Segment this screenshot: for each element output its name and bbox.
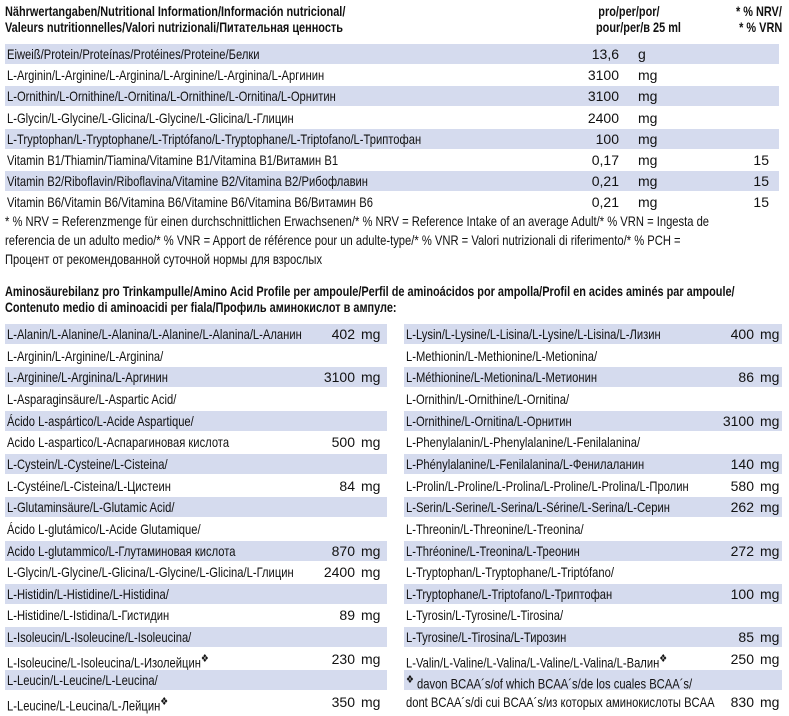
- bcaa-mark-icon: ❖: [200, 652, 209, 665]
- amino-name: L-Ornithine/L-Ornitina/L-Орнитин: [406, 412, 572, 429]
- amino-name: L-Cystéine/L-Cisteina/L-Цистеин: [7, 477, 171, 494]
- amino-label: [406, 476, 759, 496]
- amino-label-text: [406, 389, 569, 409]
- amino-unit: mg: [760, 412, 780, 429]
- amino-row: [404, 670, 782, 693]
- nutrient-value: 3100: [587, 67, 619, 84]
- nutrient-label-text: Vitamin B2/Riboflavin/Riboflavina/Vitamine B2/Vitamina B2/Рибофлавин: [7, 173, 368, 190]
- nutrient-nrv: 15: [753, 194, 769, 211]
- amino-row: [404, 454, 782, 474]
- nrv-header: [700, 3, 782, 35]
- amino-row: [404, 649, 782, 669]
- amino-row: [5, 649, 387, 669]
- amino-row: [5, 519, 387, 539]
- nutrient-value: 2400: [587, 109, 619, 126]
- amino-row: [5, 541, 387, 561]
- amino-unit: mg: [361, 477, 381, 494]
- amino-unit: mg: [760, 694, 780, 711]
- nutrition-row: [5, 65, 779, 85]
- amino-name: L-Tyrosine/L-Tirosina/L-Тирозин: [406, 629, 567, 646]
- amino-row: [404, 541, 782, 561]
- amino-label-text: [406, 584, 612, 604]
- amino-label: [7, 541, 293, 561]
- header-line-1: Nährwertangaben/Nutritional Information/Información nutricional/: [5, 3, 346, 19]
- amino-row: [5, 411, 387, 431]
- amino-unit: mg: [361, 326, 381, 342]
- amino-value: 84: [339, 477, 355, 494]
- amino-name: L-Serin/L-Serine/L-Serina/L-Sérine/L-Serina/L-Серин: [406, 499, 670, 516]
- bcaa-mark-icon: ❖: [659, 652, 668, 665]
- amino-label-text: [7, 562, 294, 582]
- amino-row: [404, 476, 782, 496]
- amino-unit: mg: [760, 499, 780, 516]
- nutrient-nrv: 15: [753, 152, 769, 168]
- amino-name: L-Threonin/L-Threonine/L-Treonina/: [406, 520, 584, 537]
- nutrient-value: 0,17: [591, 152, 619, 168]
- nutrient-label-text: L-Glycin/L-Glycine/L-Glicina/L-Glycine/L-Glicina/L-Глицин: [7, 109, 294, 126]
- amino-label: [406, 411, 613, 431]
- amino-value: 262: [730, 499, 754, 516]
- amino-label-text: [7, 324, 302, 344]
- per-line-2: pour/per/в 25 ml: [595, 19, 681, 35]
- amino-label-text: [406, 541, 580, 561]
- amino-name: Ácido L-aspártico/L-Acide Aspartique/: [7, 412, 194, 429]
- amino-label: [406, 519, 628, 539]
- amino-acid-header: [5, 283, 789, 315]
- nutrient-label-text: Vitamin B6/Vitamin B6/Vitamina B6/Vitamine B6/Vitamina B6/Витамин B6: [7, 194, 373, 211]
- footnote-line-2: referencia de un adulto medio/* % VNR = Apport de référence pour un adulte-type/* % VNR = Valori nutrizionali di riferimento/* % PCH =: [5, 232, 681, 248]
- amino-row: [5, 367, 387, 387]
- nutrient-value: 100: [595, 130, 619, 147]
- amino-unit: mg: [361, 542, 381, 559]
- amino-label-text: [406, 367, 597, 387]
- amino-label-text: [406, 649, 667, 673]
- amino-label-text: [7, 649, 209, 673]
- amino-row: [5, 346, 387, 366]
- amino-label: [7, 389, 219, 409]
- amino-label: [406, 605, 602, 625]
- amino-row: [404, 324, 782, 344]
- bcaa-mark-icon: ❖: [160, 696, 169, 709]
- amino-row: [404, 389, 782, 409]
- amino-label-text: [7, 454, 168, 474]
- nutrient-label: [7, 44, 323, 64]
- amino-value: 870: [331, 542, 355, 559]
- amino-label: [406, 346, 645, 366]
- amino-label: [7, 562, 365, 582]
- amino-row: [404, 627, 782, 647]
- amino-label-text: [406, 411, 572, 431]
- amino-unit: mg: [361, 694, 381, 711]
- amino-unit: mg: [760, 650, 780, 667]
- amino-name: L-Glycin/L-Glycine/L-Glicina/L-Glycine/L-Glicina/L-Глицин: [7, 564, 294, 581]
- nutrient-unit: mg: [638, 109, 658, 126]
- amino-name: L-Histidin/L-Histidine/L-Histidina/: [7, 585, 169, 602]
- amino-row: [5, 497, 387, 517]
- amino-name: L-Arginin/L-Arginine/L-Arginina/: [7, 347, 164, 364]
- amino-label-text: [406, 324, 661, 344]
- amino-name: L-Phénylalanine/L-Fenilalanina/L-Фенилаланин: [406, 455, 645, 472]
- amino-value: 85: [738, 629, 754, 646]
- amino-label-text: [7, 367, 168, 387]
- amino-value: 140: [730, 455, 754, 472]
- per-line-1: pro/per/por/: [598, 3, 660, 19]
- amino-label-text: [406, 519, 584, 539]
- amino-name: L-Tryptophane/L-Triptofano/L-Триптофан: [406, 585, 613, 602]
- nutrient-label: [7, 192, 464, 212]
- per-serving-header: [572, 3, 681, 35]
- nutrition-row: [5, 129, 779, 149]
- amino-value: 350: [331, 694, 355, 711]
- amino-value: 100: [730, 585, 754, 602]
- nutrient-unit: g: [638, 46, 646, 62]
- amino-name: L-Isoleucine/L-Isoleucina/L-Изолейцин: [7, 654, 201, 671]
- nutrient-label-text: Vitamin B1/Thiamin/Tiamina/Vitamine B1/Vitamina B1/Витамин B1: [7, 152, 339, 168]
- amino-name: L-Ornithin/L-Ornithine/L-Ornitina/: [406, 390, 570, 407]
- amino-label-text: [7, 346, 163, 366]
- nutrient-value: 13,6: [591, 46, 619, 62]
- nrv-line-2: * % VRN: [738, 19, 782, 35]
- amino-label: [7, 476, 212, 496]
- amino-name: L-Tryptophan/L-Tryptophane/L-Triptófano/: [406, 564, 614, 581]
- amino-unit: mg: [361, 369, 381, 386]
- amino-name: L-Histidine/L-Istidina/L-Гистидин: [7, 607, 170, 624]
- amino-label: [7, 454, 208, 474]
- amino-row: [5, 476, 387, 496]
- amino-row: [5, 627, 387, 647]
- amino-unit: mg: [760, 585, 780, 602]
- amino-row: [5, 605, 387, 625]
- amino-row: [5, 562, 387, 582]
- amino-label: [7, 367, 208, 387]
- nutrient-unit: mg: [638, 130, 658, 147]
- amino-label-text: [7, 584, 169, 604]
- amino-value: 580: [730, 477, 754, 494]
- amino-label: [406, 389, 610, 409]
- amino-row: [404, 432, 782, 452]
- amino-label-text: [7, 627, 191, 647]
- amino-unit: mg: [760, 477, 780, 494]
- amino-name: L-Valin/L-Valine/L-Valina/L-Valine/L-Valina/L-Валин: [406, 654, 660, 671]
- amino-label-text: [7, 541, 235, 561]
- amino-label: [406, 367, 645, 387]
- amino-label-text: [7, 497, 174, 517]
- amino-label-text: [406, 432, 640, 452]
- amino-unit: mg: [760, 629, 780, 646]
- nutrient-value: 0,21: [591, 194, 619, 211]
- amino-unit: mg: [760, 326, 780, 342]
- nutrition-row: [5, 150, 779, 170]
- amino-row: [404, 411, 782, 431]
- bcaa-mark-icon: ❖: [406, 674, 414, 687]
- amino-unit: mg: [361, 650, 381, 667]
- amino-value: 3100: [323, 369, 355, 386]
- amino-value: 3100: [722, 412, 754, 429]
- amino-unit: mg: [760, 455, 780, 472]
- amino-name: Acido L-aspartico/L-Аспарагиновая кислота: [7, 434, 230, 451]
- amino-row: [5, 454, 387, 474]
- amino-name: dont BCAA´s/di cui BCAA´s/из которых аминокислоты BCAA: [406, 694, 715, 711]
- amino-name: L-Méthionine/L-Metionina/L-Метионин: [406, 369, 598, 386]
- amino-unit: mg: [361, 564, 381, 581]
- nutrient-unit: mg: [638, 67, 658, 84]
- amino-label: [7, 649, 259, 673]
- amino-label-text: [7, 432, 229, 452]
- amino-row: [5, 670, 387, 690]
- amino-name: L-Leucin/L-Leucine/L-Leucina/: [7, 672, 158, 689]
- amino-value: 2400: [323, 564, 355, 581]
- amino-label: [7, 432, 285, 452]
- amino-row: [5, 389, 387, 409]
- amino-row: [5, 692, 387, 712]
- amino-label-text: [7, 519, 201, 539]
- amino-name: davon BCAA´s/of which BCAA´s/de los cuales BCAA´s/: [417, 676, 693, 693]
- amino-label: [406, 324, 724, 344]
- nutrient-value: 3100: [587, 88, 619, 105]
- nutrient-label-text: Eiweiß/Protein/Proteínas/Protéines/Proteine/Белки: [7, 46, 260, 62]
- amino-value: 272: [730, 542, 754, 559]
- amino-label-text: [7, 476, 171, 496]
- amino-name: L-Methionin/L-Methionine/L-Metionina/: [406, 347, 598, 364]
- amino-row: [404, 367, 782, 387]
- nutrition-header: [5, 3, 441, 35]
- nutrition-row: [5, 86, 779, 106]
- nutrient-unit: mg: [638, 194, 658, 211]
- amino-label: [7, 627, 237, 647]
- amino-name: L-Leucine/L-Leucina/L-Лейцин: [7, 697, 161, 714]
- amino-row: [404, 497, 782, 517]
- amino-label-text: [7, 389, 176, 409]
- amino-name: L-Arginine/L-Arginina/L-Аргинин: [7, 369, 168, 386]
- footnote-line-3: Процент от рекомендованной суточной нормы для взрослых: [5, 251, 323, 267]
- amino-name: L-Phenylalanin/L-Phenylalanine/L-Fenilalanina/: [406, 434, 641, 451]
- amino-name: Ácido L-glutámico/L-Acide Glutamique/: [7, 520, 201, 537]
- nutrition-row: [5, 192, 779, 212]
- amino-label-text: [406, 454, 644, 474]
- amino-label: [406, 541, 623, 561]
- amino-label: [7, 346, 202, 366]
- amino-row: [404, 692, 782, 712]
- nutrient-unit: mg: [638, 173, 658, 190]
- nutrient-label: [7, 108, 365, 128]
- amino-value: 230: [331, 650, 355, 667]
- amino-value: 400: [730, 326, 754, 342]
- amino-name: L-Asparaginsäure/L-Aspartic Acid/: [7, 390, 177, 407]
- amino-name: L-Tyrosin/L-Tyrosine/L-Tirosina/: [406, 607, 564, 624]
- amino-row: [5, 584, 387, 604]
- amino-value: 402: [331, 326, 355, 342]
- amino-value: 830: [730, 694, 754, 711]
- amino-name: L-Prolin/L-Proline/L-Prolina/L-Proline/L-Prolina/L-Пролин: [406, 477, 689, 494]
- amino-label: [406, 627, 606, 647]
- nutrient-label: [7, 171, 458, 191]
- amino-label-text: [7, 605, 169, 625]
- amino-row: [404, 605, 782, 625]
- amino-unit: mg: [760, 369, 780, 386]
- amino-name: Acido L-glutammico/L-Глутаминовая кислота: [7, 542, 236, 559]
- amino-value: 500: [331, 434, 355, 451]
- amino-label: [7, 519, 249, 539]
- nrv-line-1: * % NRV/: [736, 3, 782, 19]
- amino-unit: mg: [361, 434, 381, 451]
- amino-label: [406, 649, 732, 673]
- amino-value: 89: [339, 607, 355, 624]
- amino-row: [404, 519, 782, 539]
- amino-name: L-Glutaminsäure/L-Glutamic Acid/: [7, 499, 175, 516]
- amino-label-text: [406, 476, 689, 496]
- amino-label-text: [406, 605, 563, 625]
- nutrient-value: 0,21: [591, 173, 619, 190]
- header-line-2: Valeurs nutritionnelles/Valori nutrizionali/Питательная ценность: [5, 19, 343, 35]
- amino-label-text: [406, 670, 692, 694]
- amino-label: [7, 670, 195, 690]
- amino-label: [406, 584, 664, 604]
- nutrient-nrv: 15: [753, 173, 769, 190]
- nutrition-row: [5, 44, 779, 64]
- nutrient-label-text: L-Tryptophan/L-Tryptophane/L-Triptófano/L-Tryptophane/L-Triptofano/L-Триптофан: [7, 130, 422, 147]
- amino-label-text: [406, 692, 715, 712]
- amino-label-text: [7, 692, 168, 716]
- amino-name: L-Lysin/L-Lysine/L-Lisina/L-Lysine/L-Lisina/L-Лизин: [406, 326, 661, 342]
- amino-label: [7, 584, 209, 604]
- amino-header-line-1: Aminosäurebilanz pro Trinkampulle/Amino Acid Profile per ampoule/Perfil de aminoácidos por ampolla/Profil en acides aminés par ampoule/: [5, 283, 735, 299]
- amino-name: L-Isoleucin/L-Isoleucine/L-Isoleucina/: [7, 629, 192, 646]
- nutrient-label: [7, 65, 404, 85]
- amino-label-text: [406, 346, 597, 366]
- nutrition-row: [5, 108, 779, 128]
- nutrition-row: [5, 171, 779, 191]
- amino-label-text: [7, 670, 158, 690]
- nutrient-label: [7, 86, 418, 106]
- amino-label: [7, 692, 208, 716]
- amino-header-line-2: Contenuto medio di aminoacidi per fiala/Профиль аминокислот в ампуле:: [5, 299, 397, 315]
- amino-label: [406, 454, 704, 474]
- amino-name: L-Cystein/L-Cysteine/L-Cisteina/: [7, 455, 168, 472]
- amino-name: L-Thréonine/L-Treonina/L-Треонин: [406, 542, 580, 559]
- amino-row: [404, 562, 782, 582]
- footnote-line-1: * % NRV = Referenzmenge für einen durchschnittlichen Erwachsenen/* % NRV = Reference Intake of an average Adult/* % VRN = Ingesta de: [5, 213, 710, 229]
- amino-name: L-Alanin/L-Alanine/L-Alanina/L-Alanine/L-Alanina/L-Аланин: [7, 326, 302, 342]
- amino-label: [406, 670, 764, 694]
- amino-label: [406, 432, 699, 452]
- amino-unit: mg: [760, 542, 780, 559]
- amino-row: [404, 584, 782, 604]
- amino-label: [7, 605, 210, 625]
- nrv-footnote: [5, 212, 789, 269]
- amino-label: [7, 411, 240, 431]
- amino-unit: mg: [361, 607, 381, 624]
- amino-label-text: [7, 411, 194, 431]
- amino-label: [7, 324, 375, 344]
- amino-row: [5, 324, 387, 344]
- amino-label-text: [406, 497, 670, 517]
- nutrient-unit: mg: [638, 152, 658, 168]
- amino-row: [5, 432, 387, 452]
- amino-label: [406, 562, 666, 582]
- amino-label-text: [406, 562, 614, 582]
- nutrient-label-text: L-Ornithin/L-Ornithine/L-Ornitina/L-Ornithine/L-Ornitina/L-Орнитин: [7, 88, 336, 105]
- amino-label-text: [406, 627, 566, 647]
- nutrient-label: [7, 150, 421, 170]
- amino-label: [7, 497, 216, 517]
- amino-row: [404, 346, 782, 366]
- amino-label: [406, 497, 736, 517]
- nutrient-label: [7, 129, 525, 149]
- nutrient-label-text: L-Arginin/L-Arginine/L-Arginina/L-Arginine/L-Arginina/L-Аргинин: [7, 67, 325, 84]
- nutrient-unit: mg: [638, 88, 658, 105]
- amino-value: 250: [730, 650, 754, 667]
- amino-value: 86: [738, 369, 754, 386]
